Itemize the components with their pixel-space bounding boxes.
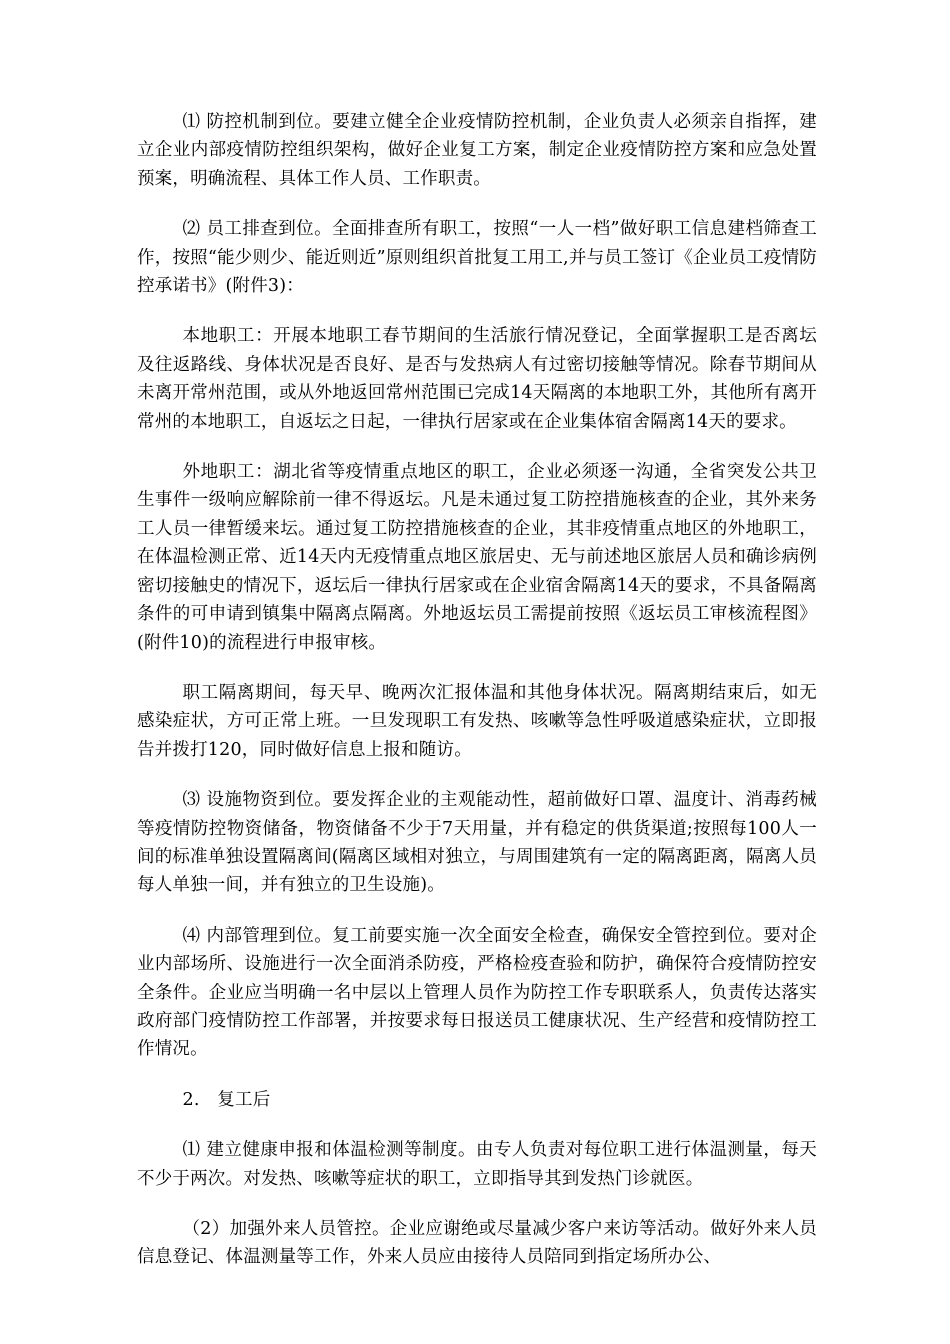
paragraph-isolation-period: 职工隔离期间，每天早、晚两次汇报体温和其他身体状况。隔离期结束后，如无感染症状，方可正常上班。一旦发现职工有发热、咳嗽等急性呼吸道感染症状，立即报告并拨打120，同时做好信息上报和随访。 xyxy=(137,682,817,760)
paragraph-visitor-control: （2）加强外来人员管控。企业应谢绝或尽量减少客户来访等活动。做好外来人员信息登记、体温测量等工作，外来人员应由接待人员陪同到指定场所办公、 xyxy=(137,1219,817,1268)
paragraph-control-mechanism: ⑴ 防控机制到位。要建立健全企业疫情防控机制，企业负责人必须亲自指挥，建立企业内部疫情防控组织架构，做好企业复工方案，制定企业疫情防控方案和应急处置预案，明确流程、具体工作人员、工作职责。 xyxy=(137,112,817,189)
document-body xyxy=(137,108,817,1294)
paragraph-staff-screening: ⑵ 员工排查到位。全面排查所有职工，按照“一人一档”做好职工信息建档筛查工作，按照“能少则少、能近则近”原则组织首批复工用工,并与员工签订《企业员工疫情防控承诺书》(附件3)： xyxy=(137,219,817,297)
paragraph-facilities-supplies: ⑶ 设施物资到位。要发挥企业的主观能动性，超前做好口罩、温度计、消毒药械等疫情防控物资储备，物资储备不少于7天用量，并有稳定的供货渠道;按照每100人一间的标准单独设置隔离间(隔离区域相对独立，与周围建筑有一定的隔离距离，隔离人员每人单独一间，并有独立的卫生设施)。 xyxy=(137,790,817,896)
paragraph-internal-management: ⑷ 内部管理到位。复工前要实施一次全面安全检查，确保安全管控到位。要对企业内部场所、设施进行一次全面消杀防疫，严格检疫查验和防护，确保符合疫情防控安全条件。企业应当明确一名中层以上管理人员作为防控工作专职联系人，负责传达落实政府部门疫情防控工作部署，并按要求每日报送员工健康状况、生产经营和疫情防控工作情况。 xyxy=(137,925,817,1060)
paragraph-health-declaration: ⑴ 建立健康申报和体温检测等制度。由专人负责对每位职工进行体温测量，每天不少于两次。对发热、咳嗽等症状的职工，立即指导其到发热门诊就医。 xyxy=(137,1140,817,1189)
paragraph-local-staff: 本地职工：开展本地职工春节期间的生活旅行情况登记，全面掌握职工是否离坛及往返路线、身体状况是否良好、是否与发热病人有过密切接触等情况。除春节期间从未离开常州范围，或从外地返回常州范围已完成14天隔离的本地职工外，其他所有离开常州的本地职工，自返坛之日起，一律执行居家或在企业集体宿舍隔离14天的要求。 xyxy=(137,326,817,432)
section-heading-after-resumption: 2. 复工后 xyxy=(182,1089,271,1110)
paragraph-nonlocal-staff: 外地职工：湖北省等疫情重点地区的职工，企业必须逐一沟通，全省突发公共卫生事件一级响应解除前一律不得返坛。凡是未通过复工防控措施核查的企业，其外来务工人员一律暂缓来坛。通过复工防控措施核查的企业，其非疫情重点地区的外地职工，在体温检测正常、近14天内无疫情重点地区旅居史、无与前述地区旅居人员和确诊病例密切接触史的情况下，返坛后一律执行居家或在企业宿舍隔离14天的要求，不具备隔离条件的可申请到镇集中隔离点隔离。外地返坛员工需提前按照《返坛员工审核流程图》(附件10)的流程进行申报审核。 xyxy=(137,462,817,653)
